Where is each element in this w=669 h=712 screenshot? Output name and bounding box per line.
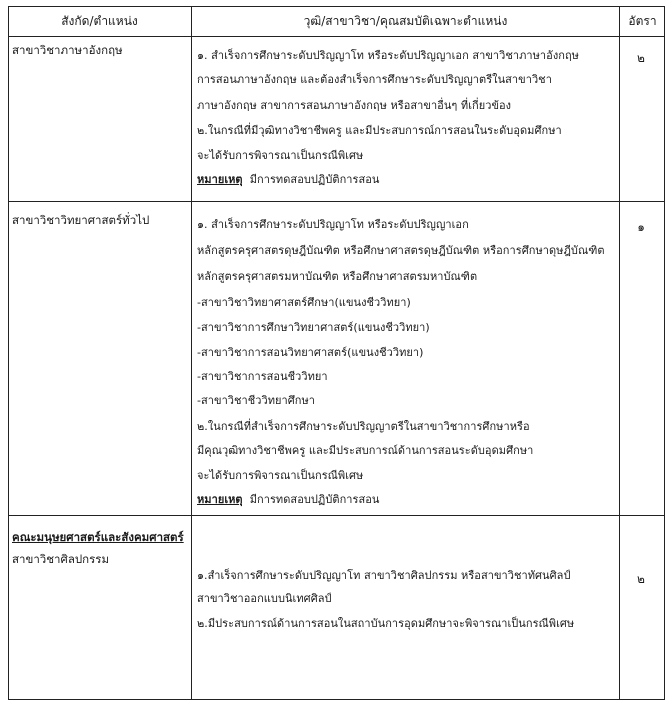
row2-note (197, 490, 379, 508)
table-border-left (8, 6, 9, 700)
row2-line-7: -สาขาวิชาการสอนชีววิทยา (197, 370, 328, 383)
row3-line-2: สาขาวิชาออกแบบนิเทศศิลป์ (197, 592, 332, 605)
column-divider-2 (619, 6, 620, 700)
row2-rate: ๑ (637, 220, 645, 234)
row1-line-5: จะได้รับการพิจารณาเป็นกรณีพิเศษ (197, 149, 364, 162)
row1-note (197, 170, 379, 188)
row1-line-1: ๑. สำเร็จการศึกษาระดับปริญญาโท หรือระดับปริญญาเอก สาขาวิชาภาษาอังกฤษ (197, 49, 579, 62)
row2-line-1: ๑. สำเร็จการศึกษาระดับปริญญาโท หรือระดับปริญญาเอก (197, 218, 469, 231)
header-rate: อัตรา (628, 14, 657, 28)
header-divider (8, 36, 665, 37)
row1-line-3: ภาษาอังกฤษ สาขาการสอนภาษาอังกฤษ หรือสาขาอื่นๆ ที่เกี่ยวข้อง (197, 99, 512, 112)
row2-line-3: หลักสูตรครุศาสตรมหาบัณฑิต หรือศึกษาศาสตรมหาบัณฑิต (197, 270, 478, 283)
row2-line-6: -สาขาวิชาการสอนวิทยาศาสตร์(แขนงชีววิทยา) (197, 346, 424, 359)
row2-line-5: -สาขาวิชาการศึกษาวิทยาศาสตร์(แขนงชีววิทยา) (197, 321, 430, 334)
row1-rate: ๒ (637, 51, 645, 65)
row3-line-1: ๑.สำเร็จการศึกษาระดับปริญญาโท สาขาวิชาศิลปกรรม หรือสาขาวิชาทัศนศิลป์ (197, 569, 571, 582)
row2-line-8: -สาขาวิชาชีววิทยาศึกษา (197, 394, 316, 407)
row1-note-text: มีการทดสอบปฏิบัติการสอน (249, 173, 380, 186)
row-divider-2 (8, 515, 665, 516)
row1-note-label: หมายเหตุ (197, 173, 243, 186)
row2-line-11: จะได้รับการพิจารณาเป็นกรณีพิเศษ (197, 469, 364, 482)
row1-line-4: ๒.ในกรณีที่มีวุฒิทางวิชาชีพครู และมีประสบการณ์การสอนในระดับอุดมศึกษา (197, 124, 562, 137)
row2-line-10: มีคุณวุฒิทางวิชาชีพครู และมีประสบการณ์ด้านการสอนระดับอุดมศึกษา (197, 444, 534, 457)
row2-title: สาขาวิชาวิทยาศาสตร์ทั่วไป (12, 213, 150, 227)
row1-title: สาขาวิชาภาษาอังกฤษ (12, 43, 123, 57)
row3-faculty: คณะมนุษยศาสตร์และสังคมศาสตร์ (12, 530, 184, 544)
header-affiliation: สังกัด/ตำแหน่ง (61, 14, 138, 28)
table-border-top (8, 6, 665, 7)
header-qualification: วุฒิ/สาขาวิชา/คุณสมบัติเฉพาะตำแหน่ง (303, 14, 508, 28)
row3-rate: ๒ (637, 572, 645, 586)
row1-line-2: การสอนภาษาอังกฤษ และต้องสำเร็จการศึกษาระดับปริญญาตรีในสาขาวิชา (197, 73, 552, 86)
row2-line-4: -สาขาวิชาวิทยาศาสตร์ศึกษา(แขนงชีววิทยา) (197, 296, 411, 309)
row2-line-9: ๒.ในกรณีที่สำเร็จการศึกษาระดับปริญญาตรีในสาขาวิชาการศึกษาหรือ (197, 420, 530, 433)
row2-note-text: มีการทดสอบปฏิบัติการสอน (249, 493, 380, 506)
row3-title: สาขาวิชาศิลปกรรม (12, 552, 110, 566)
row3-line-3: ๒.มีประสบการณ์ด้านการสอนในสถาบันการอุดมศึกษาจะพิจารณาเป็นกรณีพิเศษ (197, 617, 575, 630)
column-divider-1 (191, 6, 192, 700)
qualification-table (8, 6, 665, 700)
row2-note-label: หมายเหตุ (197, 493, 243, 506)
row2-line-2: หลักสูตรครุศาสตรดุษฎีบัณฑิต หรือศึกษาศาสตรดุษฎีบัณฑิต หรือการศึกษาดุษฎีบัณฑิต (197, 244, 605, 257)
table-border-right (664, 6, 665, 700)
row-divider-1 (8, 201, 665, 202)
table-border-bottom (8, 699, 665, 700)
